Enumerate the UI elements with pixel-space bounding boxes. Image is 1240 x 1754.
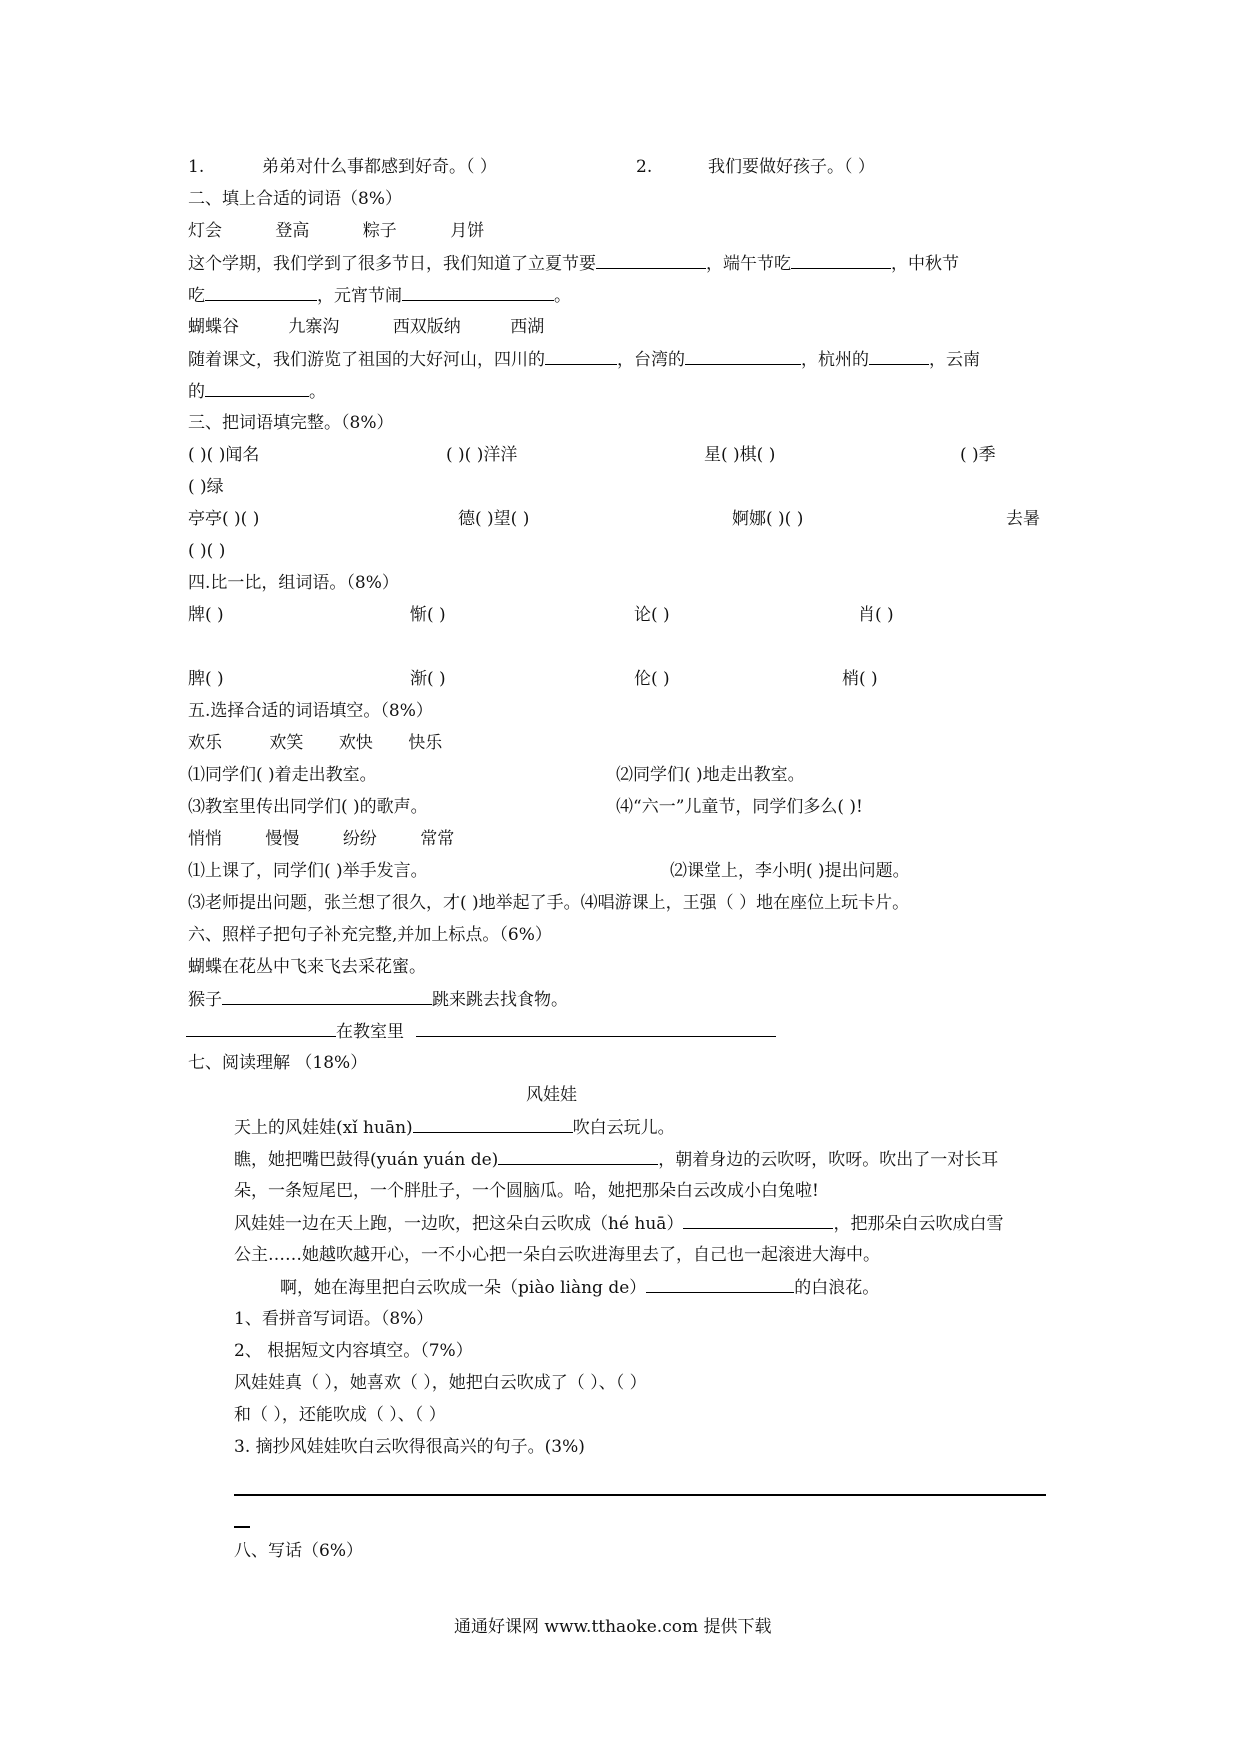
idiom-item: 星( )棋( ) <box>704 445 776 465</box>
idiom-item: ( )( )闻名 <box>188 445 260 465</box>
word: 粽子 <box>362 221 397 241</box>
blank[interactable] <box>222 988 432 1005</box>
section-5-title: 五.选择合适的词语填空。（8%） <box>188 701 433 721</box>
answer-line[interactable] <box>234 1494 1046 1496</box>
text: ，元宵节闹 <box>317 286 402 306</box>
text: ，朝着身边的云吹呀，吹呀。吹出了一对长耳 <box>658 1150 999 1170</box>
story-line <box>234 1212 1003 1235</box>
footer-text: 通通好课网 www.tthaoke.com 提供下载 <box>454 1617 772 1637</box>
compare-item: 梢( ) <box>842 669 878 689</box>
fill-line <box>188 284 571 307</box>
example-sentence: 蝴蝶在花丛中飞来飞去采花蜜。 <box>188 957 426 977</box>
word: 慢慢 <box>265 829 300 849</box>
compare-item: 论( ) <box>634 605 670 625</box>
section-7-title: 七、阅读理解 （18%） <box>188 1053 368 1073</box>
text: 风娃娃一边在天上跑，一边吹，把这朵白云吹成（hé huā） <box>234 1214 684 1234</box>
word-bank-3 <box>188 732 442 754</box>
section-6-title: 六、照样子把句子补充完整,并加上标点。（6%） <box>188 925 552 945</box>
word: 悄悄 <box>188 829 222 849</box>
story-line <box>280 1276 879 1299</box>
sentence: ⑵同学们( )地走出教室。 <box>616 765 805 785</box>
idiom-item: ( )季 <box>960 445 996 465</box>
blank[interactable] <box>205 380 309 397</box>
blank[interactable] <box>205 284 317 301</box>
idiom-item: 婀娜( )( ) <box>732 509 804 529</box>
subquestion: 2、 根据短文内容填空。（7%） <box>234 1341 473 1361</box>
sentence: ⑵课堂上，李小明( )提出问题。 <box>670 861 910 881</box>
blank[interactable] <box>402 284 554 301</box>
section-2-title: 二、填上合适的词语（8%） <box>188 189 402 209</box>
compare-item: 惭( ) <box>410 605 446 625</box>
sentence: ⑶老师提出问题，张兰想了很久，才( )地举起了手。⑷唱游课上，王强（ ）地在座位上玩卡片。 <box>188 893 910 913</box>
q2-num: 2. <box>636 157 653 177</box>
text: ，端午节吃 <box>706 254 791 274</box>
word: 蝴蝶谷 <box>188 317 239 337</box>
q1-text: 弟弟对什么事都感到好奇。（ ） <box>262 157 497 177</box>
blank[interactable] <box>545 348 617 365</box>
word-bank-1 <box>188 220 484 242</box>
story-line: 朵，一条短尾巴，一个胖肚子，一个圆脑瓜。哈，她把那朵白云改成小白兔啦! <box>234 1181 819 1201</box>
text: 吹白云玩儿。 <box>572 1118 675 1138</box>
text: ，中秋节 <box>891 254 959 274</box>
blank[interactable] <box>186 1020 336 1037</box>
q1-num: 1. <box>188 157 205 177</box>
blank[interactable] <box>646 1276 794 1293</box>
fill-line: 和（ ），还能吹成（ ）、（ ） <box>234 1405 446 1425</box>
story-line <box>234 1148 998 1171</box>
word: 灯会 <box>188 221 222 241</box>
blank[interactable] <box>416 1020 776 1037</box>
idiom-item: 德( )望( ) <box>458 509 530 529</box>
text: ，台湾的 <box>617 350 685 370</box>
section-3-title: 三、把词语填完整。（8%） <box>188 413 394 433</box>
word: 九寨沟 <box>288 317 340 337</box>
word: 登高 <box>275 221 310 241</box>
idiom-item: ( )( ) <box>188 541 226 561</box>
fill-line: 风娃娃真（ ），她喜欢（ ），她把白云吹成了（ ）、（ ） <box>234 1373 647 1393</box>
sentence: ⑶教室里传出同学们( )的歌声。 <box>188 797 428 817</box>
story-line: 公主……她越吹越开心，一不小心把一朵白云吹进海里去了，自己也一起滚进大海中。 <box>234 1245 880 1265</box>
text: 随着课文，我们游览了祖国的大好河山，四川的 <box>188 350 545 370</box>
blank[interactable] <box>869 348 929 365</box>
compare-item: 伦( ) <box>634 669 670 689</box>
text: 啊，她在海里把白云吹成一朵（piào liàng de） <box>280 1278 647 1298</box>
word-bank-2 <box>188 316 544 338</box>
fill-line <box>188 252 959 275</box>
fill-line <box>188 380 326 403</box>
text: 猴子 <box>188 990 222 1010</box>
word: 纷纷 <box>342 829 377 849</box>
compare-item: 牌( ) <box>188 605 224 625</box>
text: 瞧，她把嘴巴鼓得(yuán yuán de) <box>234 1150 499 1170</box>
word: 欢乐 <box>188 733 222 753</box>
fill-line <box>188 988 568 1011</box>
story-line <box>234 1116 675 1139</box>
word: 常常 <box>420 829 455 849</box>
text: 天上的风娃娃(xǐ huān) <box>234 1118 413 1138</box>
text: 。 <box>309 382 326 402</box>
text: 跳来跳去找食物。 <box>432 990 568 1010</box>
fill-line <box>188 348 980 371</box>
idiom-item: 去暑 <box>1006 509 1040 529</box>
word: 西湖 <box>510 317 545 337</box>
story-title: 风娃娃 <box>526 1085 577 1105</box>
word: 欢笑 <box>269 733 304 753</box>
text: ，云南 <box>929 350 980 370</box>
idiom-item: 亭亭( )( ) <box>188 509 260 529</box>
blank[interactable] <box>498 1148 658 1165</box>
idiom-item: ( )( )洋洋 <box>446 445 518 465</box>
blank[interactable] <box>413 1116 573 1133</box>
blank[interactable] <box>683 1212 833 1229</box>
word: 西双版纳 <box>392 317 461 337</box>
idiom-item: ( )绿 <box>188 477 224 497</box>
word: 快乐 <box>408 733 443 753</box>
text: 的白浪花。 <box>794 1278 880 1298</box>
subquestion: 3. 摘抄风娃娃吹白云吹得很高兴的句子。(3%) <box>234 1437 585 1457</box>
text: 吃 <box>188 286 205 306</box>
subquestion: 1、看拼音写词语。（8%） <box>234 1309 434 1329</box>
text: 。 <box>554 286 571 306</box>
q2-text: 我们要做好孩子。（ ） <box>708 157 875 177</box>
blank[interactable] <box>596 252 706 269</box>
word: 月饼 <box>450 221 485 241</box>
text: ，把那朵白云吹成白雪 <box>833 1214 1004 1234</box>
compare-item: 渐( ) <box>410 669 446 689</box>
text: 的 <box>188 382 205 402</box>
text: 这个学期，我们学到了很多节日，我们知道了立夏节要 <box>188 254 596 274</box>
sentence: ⑴上课了，同学们( )举手发言。 <box>188 861 428 881</box>
text: ，杭州的 <box>801 350 869 370</box>
text: 在教室里 <box>336 1022 404 1042</box>
fill-line <box>186 1020 776 1043</box>
answer-line-tail <box>234 1526 250 1528</box>
section-4-title: 四.比一比，组词语。（8%） <box>188 573 399 593</box>
section-8-title: 八、写话（6%） <box>234 1541 363 1561</box>
sentence: ⑴同学们( )着走出教室。 <box>188 765 377 785</box>
blank[interactable] <box>685 348 801 365</box>
compare-item: 肖( ) <box>858 605 894 625</box>
compare-item: 脾( ) <box>188 669 224 689</box>
word: 欢快 <box>338 733 373 753</box>
blank[interactable] <box>791 252 891 269</box>
sentence: ⑷“六一”儿童节，同学们多么( )! <box>616 797 863 817</box>
word-bank-4 <box>188 828 454 850</box>
